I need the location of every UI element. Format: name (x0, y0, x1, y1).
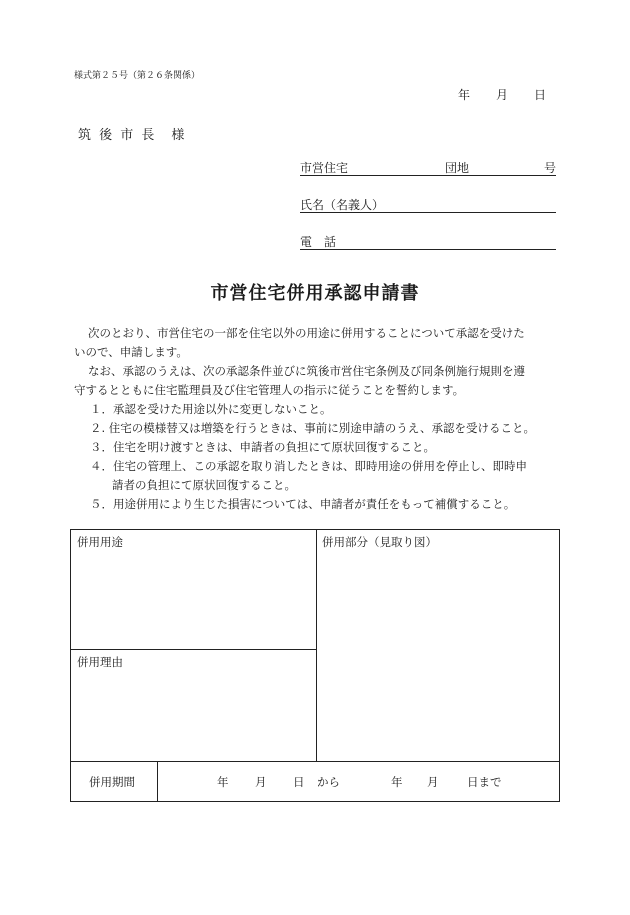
period-to-month[interactable]: 月 (427, 775, 439, 789)
period-label-divider (157, 761, 158, 801)
phone-label: 電 話 (300, 235, 337, 249)
period-label: 併用期間 (89, 775, 135, 789)
use-cell[interactable] (77, 534, 123, 550)
floor-plan-label: 併用部分（見取り図） (322, 535, 437, 549)
condition-1: １．承認を受けた用途以外に変更しないこと。 (90, 402, 332, 416)
period-from-day[interactable]: 日 (293, 775, 305, 789)
period-from-month[interactable]: 月 (255, 775, 267, 789)
paragraph-2-line-2: 守するとともに住宅監理員及び住宅管理人の指示に従うことを誓約します。 (74, 383, 465, 397)
paragraph-1-line-2: いので、申請します。 (74, 345, 188, 359)
column-divider (316, 530, 317, 761)
date-day-label: 日 (534, 88, 547, 102)
reason-label: 併用理由 (77, 655, 123, 669)
condition-2: ２. 住宅の模様替又は増築を行うときは、事前に別途申請のうえ、承認を受けること。 (90, 421, 535, 435)
condition-4-line-1: ４．住宅の管理上、この承認を取り消したときは、即時用途の併用を停止し、即時申 (90, 459, 527, 473)
condition-3: ３．住宅を明け渡すときは、申請者の負担にて原状回復すること。 (90, 440, 435, 454)
name-label: 氏名（名義人） (300, 198, 385, 212)
period-to-year[interactable]: 年 (391, 775, 403, 789)
phone-field[interactable] (300, 233, 556, 250)
date-month-label: 月 (496, 88, 509, 102)
period-to-day-until[interactable]: 日まで (467, 775, 502, 789)
number-label: 号 (544, 161, 557, 175)
form-number: 様式第２５号（第２６条関係） (74, 71, 201, 81)
housing-field[interactable] (300, 159, 556, 176)
row-divider-use-reason (71, 649, 316, 650)
row-divider-period (71, 761, 559, 762)
document-title: 市営住宅併用承認申請書 (210, 283, 420, 304)
addressee: 筑 後 市 長 様 (78, 128, 187, 143)
date-year-label: 年 (458, 88, 471, 102)
housing-label: 市営住宅 (300, 161, 349, 175)
floor-plan-cell[interactable] (322, 534, 437, 550)
condition-5: ５．用途併用により生じた損害については、申請者が責任をもって補償すること。 (90, 497, 516, 511)
name-field[interactable] (300, 196, 556, 213)
reason-cell[interactable] (77, 654, 123, 670)
usage-form-table (70, 529, 560, 802)
complex-label: 団地 (445, 161, 470, 175)
period-from-text: から (317, 775, 340, 789)
period-from-year[interactable]: 年 (217, 775, 229, 789)
paragraph-2-line-1: なお、承認のうえは、次の承認条件並びに筑後市営住宅条例及び同条例施行規則を遵 (88, 364, 525, 378)
use-label: 併用用途 (77, 535, 123, 549)
condition-4-line-2: 請者の負担にて原状回復すること。 (112, 478, 296, 492)
paragraph-1-line-1: 次のとおり、市営住宅の一部を住宅以外の用途に併用することについて承認を受けた (88, 326, 525, 340)
